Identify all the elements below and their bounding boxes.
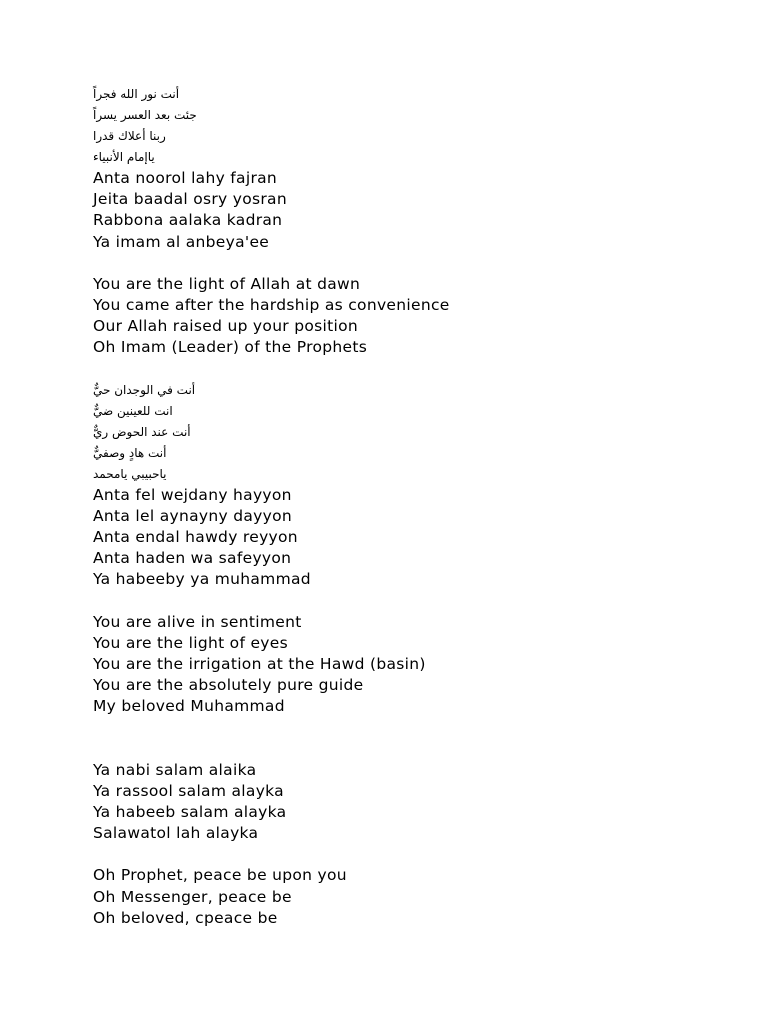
- transliteration-line: Jeita baadal osry yosran: [93, 190, 287, 209]
- translation-line: Oh Prophet, peace be upon you: [93, 866, 347, 885]
- transliteration-line: Ya imam al anbeya'ee: [93, 232, 270, 251]
- translation-line: My beloved Muhammad: [93, 697, 285, 716]
- transliteration-line: Anta noorol lahy fajran: [93, 169, 278, 187]
- arabic-line: انت للعينين ضيٌّ: [93, 403, 173, 418]
- translation-line: Oh Messenger, peace be: [93, 887, 292, 906]
- verse1-transliteration: [93, 168, 733, 253]
- translation-line: You are the irrigation at the Hawd (basin): [93, 655, 426, 674]
- transliteration-line: Anta lel aynayny dayyon: [93, 506, 292, 525]
- chorus-transliteration: [93, 760, 733, 845]
- transliteration-line: Anta haden wa safeyyon: [93, 549, 292, 568]
- translation-line: You are the light of Allah at dawn: [93, 274, 361, 293]
- arabic-line: ياحبيبي يامحمد: [93, 466, 167, 481]
- chorus-translation: [93, 865, 733, 929]
- arabic-line: ربنا أعلاك قدرا: [93, 129, 166, 143]
- translation-line: You came after the hardship as convenience: [93, 296, 450, 315]
- verse1-translation: [93, 274, 733, 359]
- arabic-line: أنت عند الحوض ريٌّ: [93, 424, 191, 439]
- transliteration-line: Ya nabi salam alaika: [93, 760, 257, 779]
- transliteration-line: Anta fel wejdany hayyon: [93, 485, 292, 504]
- arabic-line: أنت نور الله فجراً: [93, 87, 180, 101]
- verse2-transliteration: [93, 485, 733, 591]
- translation-line: Our Allah raised up your position: [93, 317, 359, 336]
- transliteration-line: Ya habeeby ya muhammad: [93, 570, 311, 589]
- transliteration-line: Ya habeeb salam alayka: [93, 803, 287, 822]
- arabic-line: ياإمام الأنبياء: [93, 150, 155, 164]
- verse2-arabic: [93, 380, 733, 485]
- verse2-translation: [93, 612, 733, 718]
- transliteration-line: Rabbona aalaka kadran: [93, 211, 283, 230]
- transliteration-line: Ya rassool salam alayka: [93, 781, 284, 800]
- translation-line: You are alive in sentiment: [93, 612, 302, 631]
- translation-line: You are the light of eyes: [93, 633, 288, 652]
- transliteration-line: Salawatol lah alayka: [93, 824, 259, 843]
- arabic-line: أنت هادٍ وصفيٌّ: [93, 445, 167, 460]
- arabic-line: أنت في الوجدان حيٌّ: [93, 382, 196, 397]
- translation-line: You are the absolutely pure guide: [93, 676, 364, 695]
- translation-line: Oh beloved, cpeace be: [93, 908, 278, 927]
- transliteration-line: Anta endal hawdy reyyon: [93, 528, 298, 547]
- translation-line: Oh Imam (Leader) of the Prophets: [93, 338, 368, 357]
- lyrics-document: [93, 84, 733, 929]
- verse1-arabic: [93, 84, 733, 168]
- arabic-line: جئت بعد العسر يسراً: [93, 108, 197, 122]
